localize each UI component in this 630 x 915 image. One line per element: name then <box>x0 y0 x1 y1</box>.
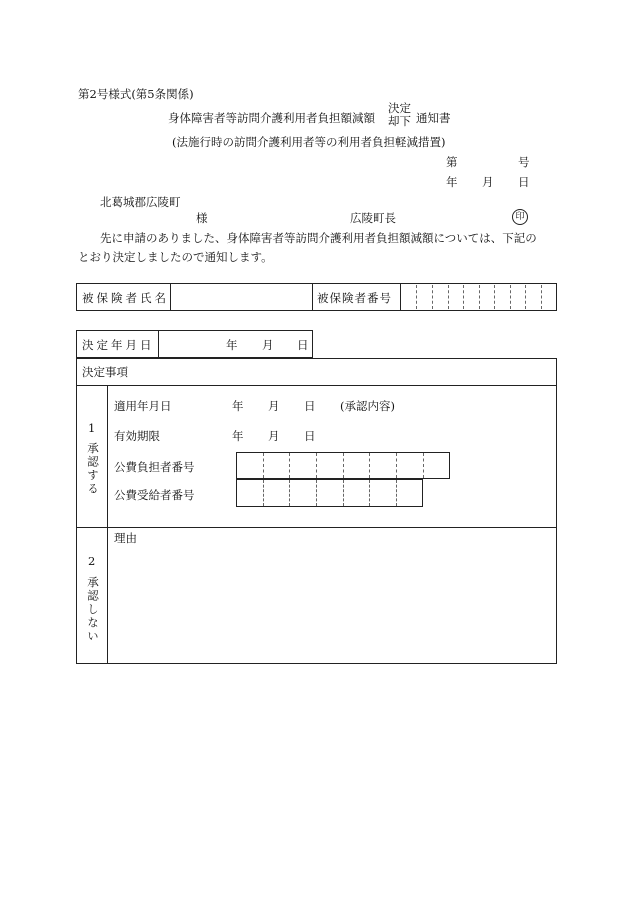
apply-date-year: 年 <box>232 399 244 413</box>
date-day: 日 <box>518 175 530 189</box>
body-text-line1: 先に申請のありました、身体障害者等訪問介護利用者負担額減額については、下記の <box>100 231 537 245</box>
valid-period-month: 月 <box>268 429 280 443</box>
seal-icon: 印 <box>512 209 528 225</box>
body-text-line2: とおり決定しましたので通知します。 <box>78 250 273 264</box>
approve-number: 1 <box>88 421 96 435</box>
valid-period-label: 有効期限 <box>114 429 160 443</box>
form-number: 第2号様式(第5条関係) <box>78 87 194 101</box>
reject-number: 2 <box>88 554 96 568</box>
date-year: 年 <box>446 175 458 189</box>
approve-content-note: (承認内容) <box>340 399 395 413</box>
decision-day: 日 <box>297 338 309 352</box>
recipient-number-label: 公費受給者番号 <box>114 488 195 502</box>
insured-name-field[interactable] <box>171 284 311 310</box>
address: 北葛城郡広陵町 <box>100 195 181 209</box>
insured-number-label: 被保険者番号 <box>317 291 392 305</box>
date-month: 月 <box>482 175 494 189</box>
approve-label: 承認する <box>86 442 100 496</box>
title-option-reject: 却下 <box>388 114 411 128</box>
doc-number-prefix: 第 <box>446 155 458 169</box>
reason-label: 理由 <box>114 531 137 545</box>
decision-month: 月 <box>262 338 274 352</box>
valid-period-day: 日 <box>304 429 316 443</box>
issuer: 広陵町長 <box>350 211 396 225</box>
title-suffix: 通知書 <box>416 111 451 125</box>
decision-items-label: 決定事項 <box>82 365 128 379</box>
recipient-number-field[interactable] <box>236 479 423 507</box>
title-subtitle: (法施行時の訪問介護利用者等の利用者負担軽減措置) <box>172 135 446 149</box>
apply-date-label: 適用年月日 <box>114 399 172 413</box>
reason-field[interactable] <box>108 546 556 663</box>
apply-date-month: 月 <box>268 399 280 413</box>
payer-number-label: 公費負担者番号 <box>114 460 195 474</box>
decision-year: 年 <box>226 338 238 352</box>
insured-name-label: 被保険者氏名 <box>82 291 169 305</box>
title-option-decide: 決定 <box>388 101 411 115</box>
doc-number-suffix: 号 <box>518 155 530 169</box>
apply-date-day: 日 <box>304 399 316 413</box>
title-main: 身体障害者等訪問介護利用者負担額減額 <box>168 111 375 125</box>
addressee-suffix: 様 <box>196 211 208 225</box>
valid-period-year: 年 <box>232 429 244 443</box>
decision-date-label: 決定年月日 <box>82 338 155 352</box>
reject-label: 承認しない <box>86 576 100 644</box>
title-options <box>388 102 411 128</box>
